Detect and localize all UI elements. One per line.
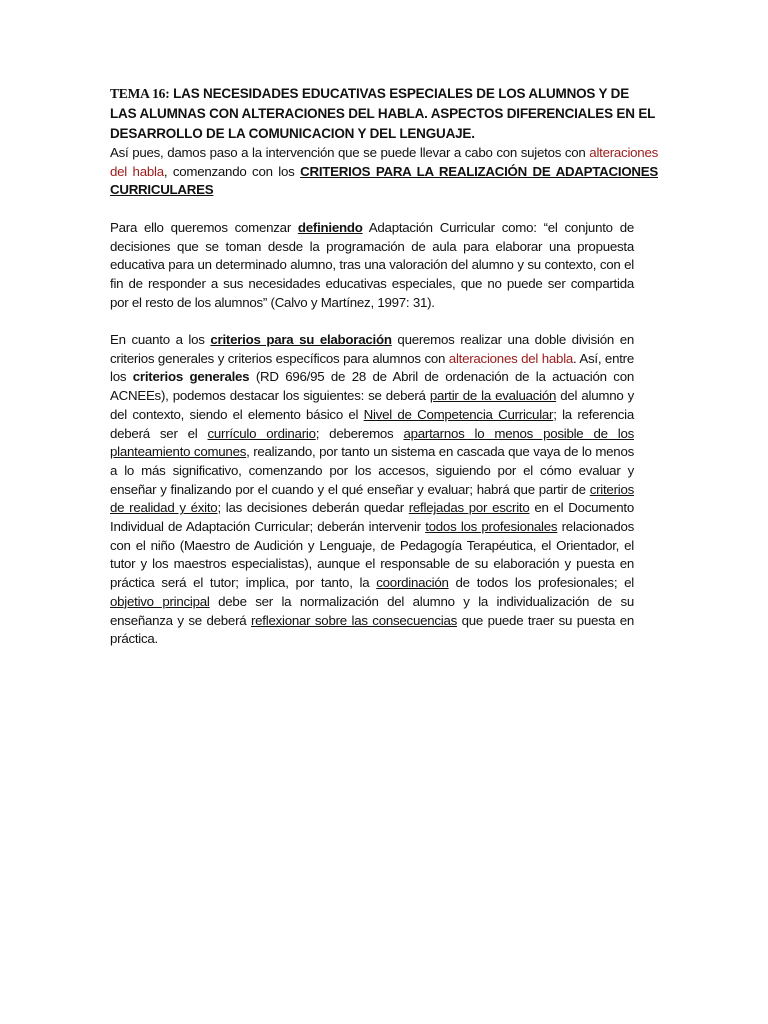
p2-underline-8: coordinación — [376, 575, 449, 591]
title-text: LAS NECESIDADES EDUCATIVAS ESPECIALES DE LOS ALUMNOS Y DE LAS ALUMNAS CON ALTERACIONES DEL HABLA. ASPECTOS DIFERENCIALES EN EL DESARROLLO DE LA COMUNICACION Y DEL LENGUAJE. — [110, 86, 655, 141]
p1-definiendo: definiendo — [297, 219, 363, 235]
p2-text-5: del alumno y del contexto, siendo el elemento básico el — [110, 388, 634, 422]
p2-text-11: relacionados con el niño (Maestro de Audición y Lenguaje, de Pedagogía Terapéutica, el Orientador, el tutor y los maestros especialistas), aunque el responsable de su elaboración y puesta en práctica será el tutor; implica, por tanto, la — [110, 519, 635, 591]
p2-underline-4: apartarnos lo menos posible de los planteamiento comunes — [110, 425, 634, 460]
intro-text-2: , comenzando con los — [163, 163, 301, 179]
p2-criterios-generales: criterios generales — [132, 369, 250, 385]
title-label: TEMA 16: — [110, 86, 170, 101]
p2-highlight: alteraciones del habla — [448, 350, 574, 366]
p1-text-2: Adaptación Curricular como: “el conjunto de decisiones que se toman desde la programación de aula para elaborar una propuesta educativa para un determinado alumno, tras una valoración del alumno y su contexto, con el fin de responder a sus necesidades educativas especiales, que no puede ser compartida por el resto de los alumnos” (Calvo y Martínez, 1997: 31). — [110, 219, 634, 310]
document-page — [110, 84, 658, 649]
p2-text-13: debe ser la normalización del alumno y la individualización de su enseñanza y se deberá — [110, 593, 635, 628]
intro-highlight: alteraciones del habla — [110, 145, 658, 179]
p2-text-7: ; deberemos — [315, 425, 404, 441]
document-title — [110, 84, 658, 144]
p2-underline-3: currículo ordinario — [207, 425, 316, 441]
p2-underline-6: reflejadas por escrito — [408, 500, 530, 516]
definition-paragraph — [110, 219, 634, 313]
intro-criterios-heading: CRITERIOS PARA LA REALIZACIÓN DE ADAPTACIONES CURRICULARES — [110, 163, 658, 198]
p2-underline-10: reflexionar sobre las consecuencias — [250, 612, 458, 628]
p2-underline-7: todos los profesionales — [425, 519, 558, 535]
p2-text-12: de todos los profesionales; el — [448, 575, 634, 591]
p2-criterios-elaboracion: criterios para su elaboración — [210, 332, 392, 347]
p2-text-2: queremos realizar una doble división en criterios generales y criterios específicos para alumnos con — [110, 332, 635, 366]
p2-text-3: . Así, entre los — [110, 350, 634, 385]
p2-text-9: ; las decisiones deberán quedar — [217, 500, 409, 516]
p2-text-8: , realizando, por tanto un sistema en cascada que vaya de lo menos a lo más significativo, comenzando por los accesos, siguiendo por el cómo evaluar y enseñar y finalizando por el cuando y el qué enseñar y evaluar; habrá que partir de — [110, 444, 634, 497]
p2-underline-5: criterios de realidad y éxito — [110, 481, 634, 516]
intro-text-1: Así pues, damos paso a la intervención que se puede llevar a cabo con sujetos con — [110, 145, 590, 160]
paragraph-spacer — [110, 312, 658, 331]
intro-paragraph — [110, 144, 658, 200]
p1-text-1: Para ello queremos comenzar — [110, 219, 298, 235]
p2-text-6: ; la referencia deberá ser el — [110, 406, 634, 441]
paragraph-spacer — [110, 200, 658, 219]
p2-text-1: En cuanto a los — [110, 332, 211, 347]
p2-underline-2: Nivel de Competencia Curricular — [363, 406, 554, 422]
p2-text-4: (RD 696/95 de 28 de Abril de ordenación de la actuación con ACNEEs), podemos destacar los siguientes: se deberá — [110, 369, 634, 404]
p2-underline-1: partir de la evaluación — [429, 388, 557, 404]
criteria-paragraph — [110, 331, 634, 649]
p2-text-10: en el Documento Individual de Adaptación Curricular; deberán intervenir — [110, 500, 634, 535]
p2-underline-9: objetivo principal — [110, 593, 210, 609]
p2-text-14: que puede traer su puesta en práctica. — [110, 612, 635, 647]
